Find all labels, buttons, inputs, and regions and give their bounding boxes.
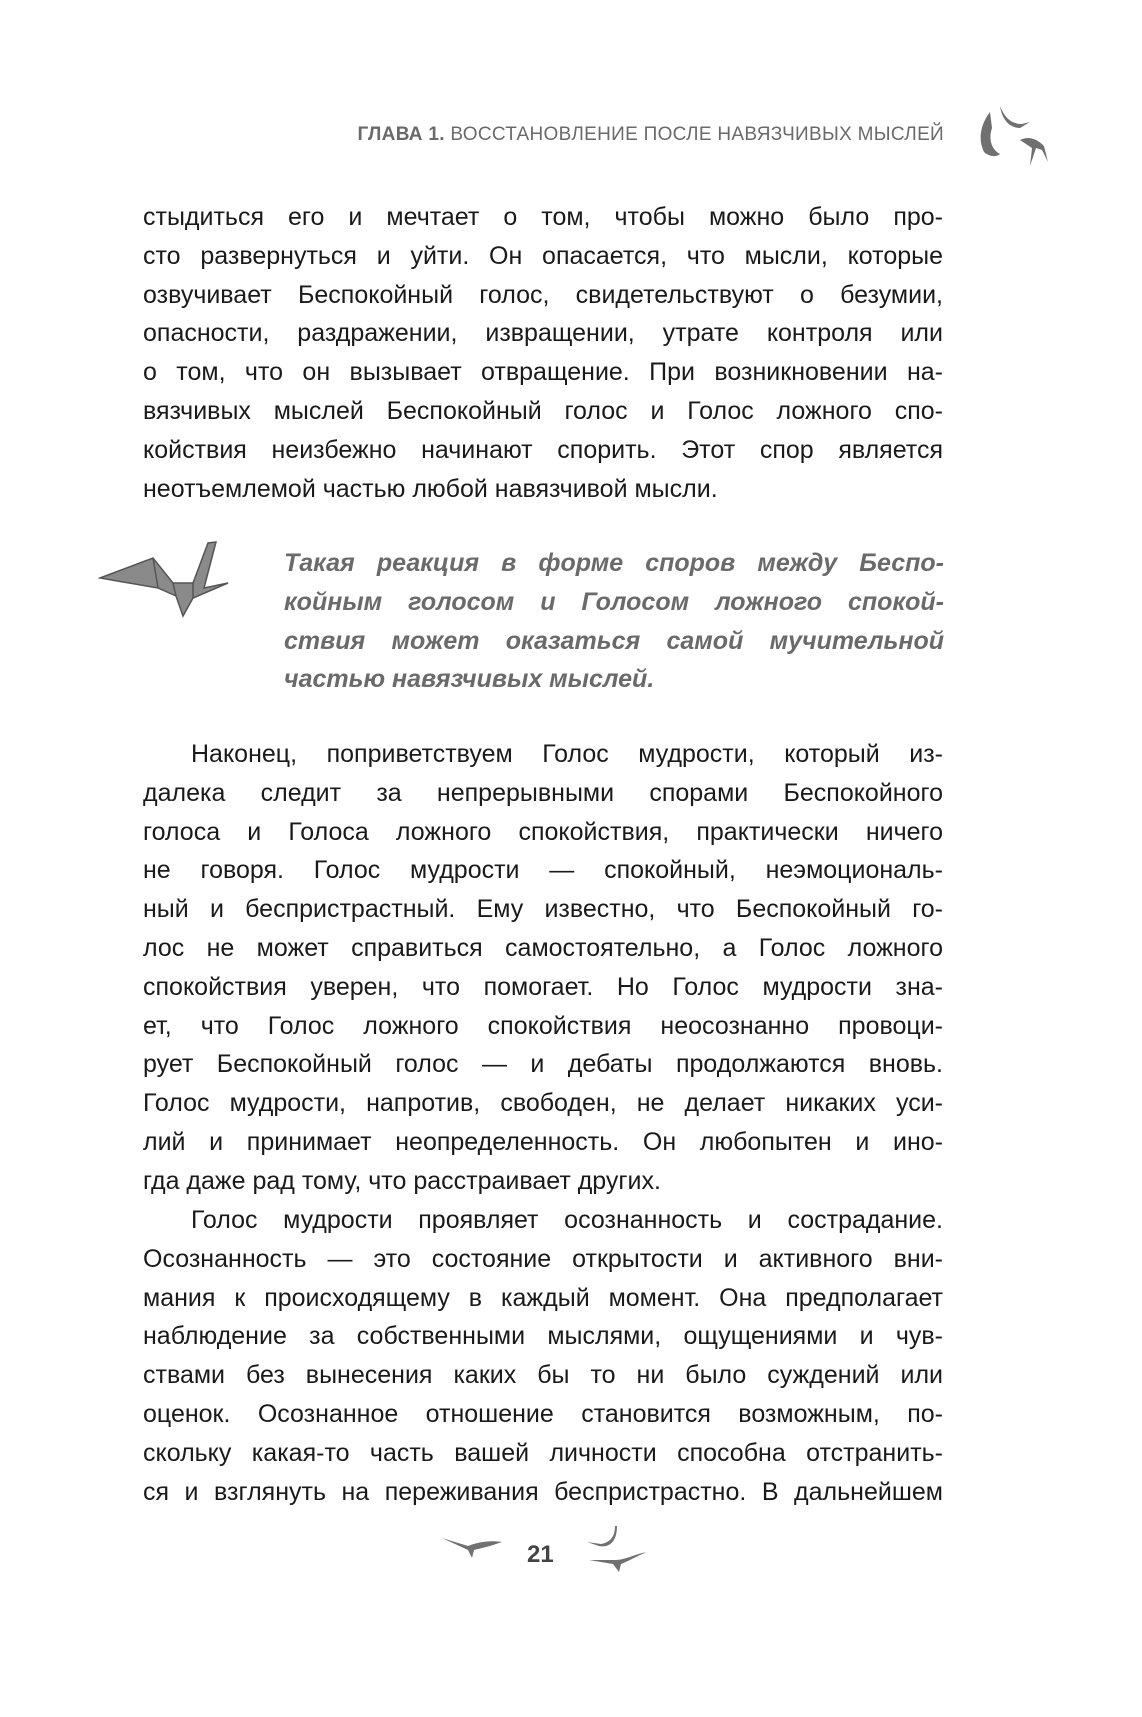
text-line: вязчивых мыслей Беспокойный голос и Голос ложного спо-	[143, 396, 943, 425]
text-line: о том, что он вызывает отвращение. При возникновении на-	[143, 358, 943, 387]
text-line: ся и взглянуть на переживания беспристрастно. В дальнейшем	[143, 1477, 943, 1506]
paragraph	[143, 1201, 943, 1511]
text-line: Такая реакция в форме споров между Беспо-	[284, 549, 944, 577]
text-line: озвучивает Беспокойный голос, свидетельствуют о безумии,	[143, 280, 943, 309]
text-line: стыдиться его и мечтает о том, чтобы можно было про-	[143, 203, 943, 231]
text-line: скольку какая-то часть вашей личности способна отстранить-	[143, 1438, 943, 1467]
text-line: Осознанность — это состояние открытости и активного вни-	[143, 1244, 943, 1273]
text-line: ный и беспристрастный. Ему известно, что Беспокойный го-	[143, 895, 943, 924]
birds-right-icon	[585, 1520, 655, 1580]
text-line: лос не может справиться самостоятельно, а Голос ложного	[143, 933, 943, 962]
text-line: далека следит за непрерывными спорами Беспокойного	[143, 778, 943, 807]
text-line: частью навязчивых мыслей.	[284, 665, 655, 694]
text-line: койствия неизбежно начинают спорить. Этот спор является	[143, 435, 943, 464]
text-line: Наконец, поприветствуем Голос мудрости, который из-	[191, 740, 943, 768]
pull-quote	[284, 544, 944, 699]
text-line: койным голосом и Голосом ложного спокой-	[284, 587, 944, 616]
paragraph	[143, 735, 943, 1201]
text-line: неотъемлемой частью любой навязчивой мысли.	[143, 474, 718, 503]
page-number: 21	[527, 1541, 554, 1568]
bird-left-icon	[440, 1530, 510, 1560]
text-line: Голос мудрости проявляет осознанность и сострадание.	[191, 1206, 943, 1234]
text-line: гда даже рад тому, что расстраивает других.	[143, 1166, 661, 1195]
text-line: голоса и Голоса ложного спокойствия, практически ничего	[143, 817, 943, 846]
text-line: ет, что Голос ложного спокойствия неосознанно провоци-	[143, 1011, 943, 1040]
text-line: мания к происходящему в каждый момент. Она предполагает	[143, 1283, 943, 1312]
text-line: наблюдение за собственными мыслями, ощущениями и чув-	[143, 1322, 943, 1351]
text-line: опасности, раздражении, извращении, утрате контроля или	[143, 319, 943, 348]
running-header	[357, 124, 944, 146]
text-line: ствами без вынесения каких бы то ни было суждений или	[143, 1361, 943, 1390]
text-line: ствия может оказаться самой мучительной	[284, 626, 944, 655]
chapter-label: ГЛАВА 1.	[357, 124, 445, 145]
text-line: сто развернуться и уйти. Он опасается, что мысли, которые	[143, 241, 943, 270]
text-line: лий и принимает неопределенность. Он любопытен и ино-	[143, 1127, 943, 1156]
chapter-title: ВОССТАНОВЛЕНИЕ ПОСЛЕ НАВЯЗЧИВЫХ МЫСЛЕЙ	[450, 124, 944, 145]
birds-icon	[970, 100, 1060, 170]
text-line: не говоря. Голос мудрости — спокойный, неэмоциональ-	[143, 856, 943, 885]
text-line: Голос мудрости, напротив, свободен, не делает никаких уси-	[143, 1089, 943, 1118]
text-line: оценок. Осознанное отношение становится возможным, по-	[143, 1399, 943, 1428]
text-line: рует Беспокойный голос — и дебаты продолжаются вновь.	[143, 1050, 943, 1079]
text-line: спокойствия уверен, что помогает. Но Голос мудрости зна-	[143, 972, 943, 1001]
paragraph-continued	[143, 198, 943, 508]
origami-crane-icon	[98, 538, 268, 618]
